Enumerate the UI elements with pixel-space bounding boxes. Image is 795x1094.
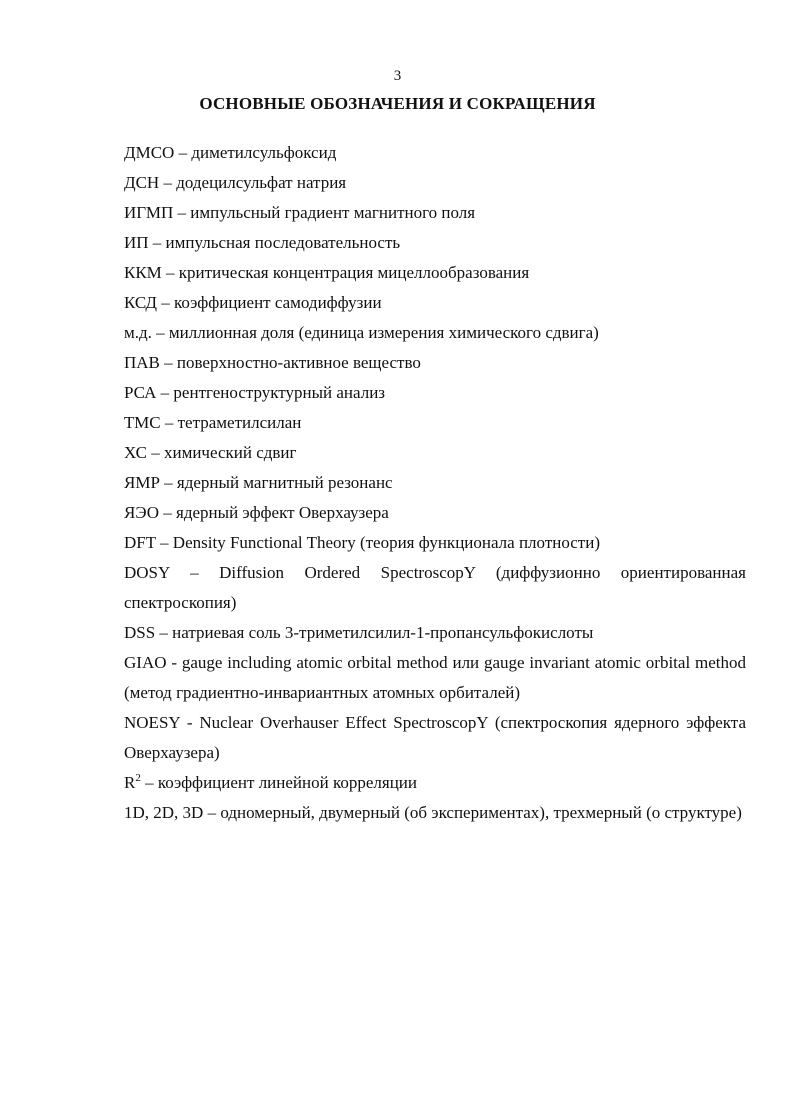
abbreviation-entry: КСД – коэффициент самодиффузии: [124, 293, 382, 312]
abbreviation-entry: ИП – импульсная последовательность: [124, 233, 401, 252]
abbreviation-entry: 1D, 2D, 3D – одномерный, двумерный (об экспериментах), трехмерный (о структуре): [124, 803, 742, 822]
abbreviation-entry: ДМСО – диметилсульфоксид: [124, 143, 337, 162]
abbreviation-entry: РСА – рентгеноструктурный анализ: [124, 383, 386, 402]
abbreviation-entry: ИГМП – импульсный градиент магнитного поля: [124, 203, 476, 222]
abbreviation-entry: ТМС – тетраметилсилан: [124, 413, 302, 432]
r2-superscript: 2: [135, 772, 141, 784]
abbreviation-entry: DFT – Density Functional Theory (теория функционала плотности): [124, 533, 600, 552]
abbreviation-entry: ЯМР – ядерный магнитный резонанс: [124, 473, 393, 492]
abbreviation-entry: ПАВ – поверхностно-активное вещество: [124, 353, 421, 372]
abbreviation-entry: ККМ – критическая концентрация мицеллообразования: [124, 263, 530, 282]
abbreviation-entry: ЯЭО – ядерный эффект Оверхаузера: [124, 503, 389, 522]
abbreviation-entry: ХС – химический сдвиг: [124, 443, 297, 462]
abbreviation-entry-r2: [124, 768, 746, 798]
r2-symbol: R: [124, 773, 136, 792]
abbreviation-list: [124, 138, 746, 828]
abbreviation-entry: GIAO - gauge including atomic orbital method или gauge invariant atomic orbital method (метод градиентно-инвариантных атомных орбиталей): [124, 653, 746, 702]
page-title: ОСНОВНЫЕ ОБОЗНАЧЕНИЯ И СОКРАЩЕНИЯ: [199, 94, 596, 113]
abbreviation-entry: м.д. – миллионная доля (единица измерения химического сдвига): [124, 323, 599, 342]
page-number: 3: [393, 68, 402, 84]
abbreviation-entry: ДСН – додецилсульфат натрия: [124, 173, 347, 192]
abbreviation-entry: DOSY – Diffusion Ordered SpectroscopY (диффузионно ориентированная спектроскопия): [124, 563, 746, 612]
abbreviation-entry: DSS – натриевая соль 3-триметилсилил-1-пропансульфокислоты: [124, 623, 594, 642]
abbreviation-entry: NOESY - Nuclear Overhauser Effect SpectroscopY (спектроскопия ядерного эффекта Оверхаузера): [124, 713, 746, 762]
r2-text: – коэффициент линейной корреляции: [140, 773, 417, 792]
